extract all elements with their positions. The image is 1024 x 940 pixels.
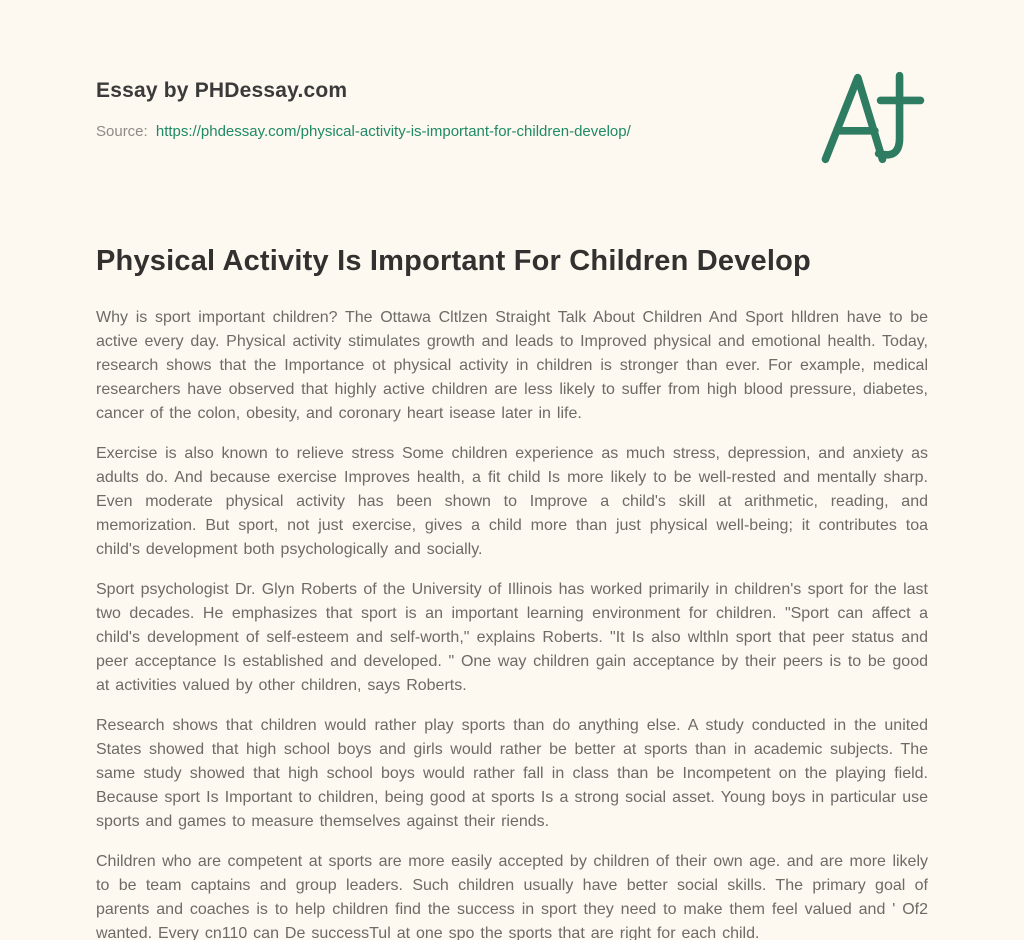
source-url-link[interactable]: https://phdessay.com/physical-activity-is-important-for-children-develop/ (155, 123, 631, 141)
a-plus-logo-icon (818, 70, 926, 165)
essay-paragraph: Why is sport important children? The Ottawa Cltlzen Straight Talk About Children And Sport hlldren have to be active every day. Physical activity stimulates growth and leads to Improved physical and emotional health. Today, research shows that the Importance ot physical activity in children is stronger than ever. For example, medical researchers have observed that highly active children are less likely to suffer from high blood pressure, diabetes, cancer of the colon, obesity, and coronary heart isease later in life. (96, 309, 928, 422)
essay-paragraph: Sport psychologist Dr. Glyn Roberts of the University of Illinois has worked primarily in children's sport for the last two decades. He emphasizes that sport is an important learning environment for children. "Sport can affect a child's development of self-esteem and self-worth," explains Roberts. "It Is also wlthln sport that peer status and peer acceptance Is established and developed. " One way children gain acceptance by their peers is to be good at activities valued by other children, says Roberts. (96, 581, 928, 694)
source-line (96, 123, 631, 140)
brand-title: Essay by PHDessay.com (96, 79, 348, 102)
page-header (96, 78, 928, 165)
essay-paragraph: Research shows that children would rather play sports than do anything else. A study conducted in the united States showed that high school boys and girls would rather be better at sports than in academic subjects. The same study showed that high school boys would rather fall in class than be Incompetent on the playing field. Because sport Is Important to children, being good at sports Is a strong social asset. Young boys in particular use sports and games to measure themselves against their riends. (96, 717, 928, 830)
source-label: Source: (96, 123, 148, 141)
header-text-block (96, 78, 631, 140)
phdessay-logo (818, 70, 926, 165)
essay-body (96, 306, 928, 940)
essay-paragraph: Children who are competent at sports are more easily accepted by children of their own age. and are more likely to be team captains and group leaders. Such children usually have better social skills. The primary goal of parents and coaches is to help children find the success in sport they need to make them feel valued and ' Of2 wanted. Every cn110 can De successTul at one spo the sports that are right for each child. (96, 853, 928, 940)
essay-title: Physical Activity Is Important For Children Develop (96, 245, 811, 277)
essay-paragraph: Exercise is also known to relieve stress Some children experience as much stress, depression, and anxiety as adults do. And because exercise Improves health, a fit child Is more likely to be well-rested and mentally sharp. Even moderate physical activity has been shown to Improve a child's skill at arithmetic, reading, and memorization. But sport, not just exercise, gives a child more than just physical well-being; it contributes toa child's development both psychologically and socially. (96, 445, 928, 558)
